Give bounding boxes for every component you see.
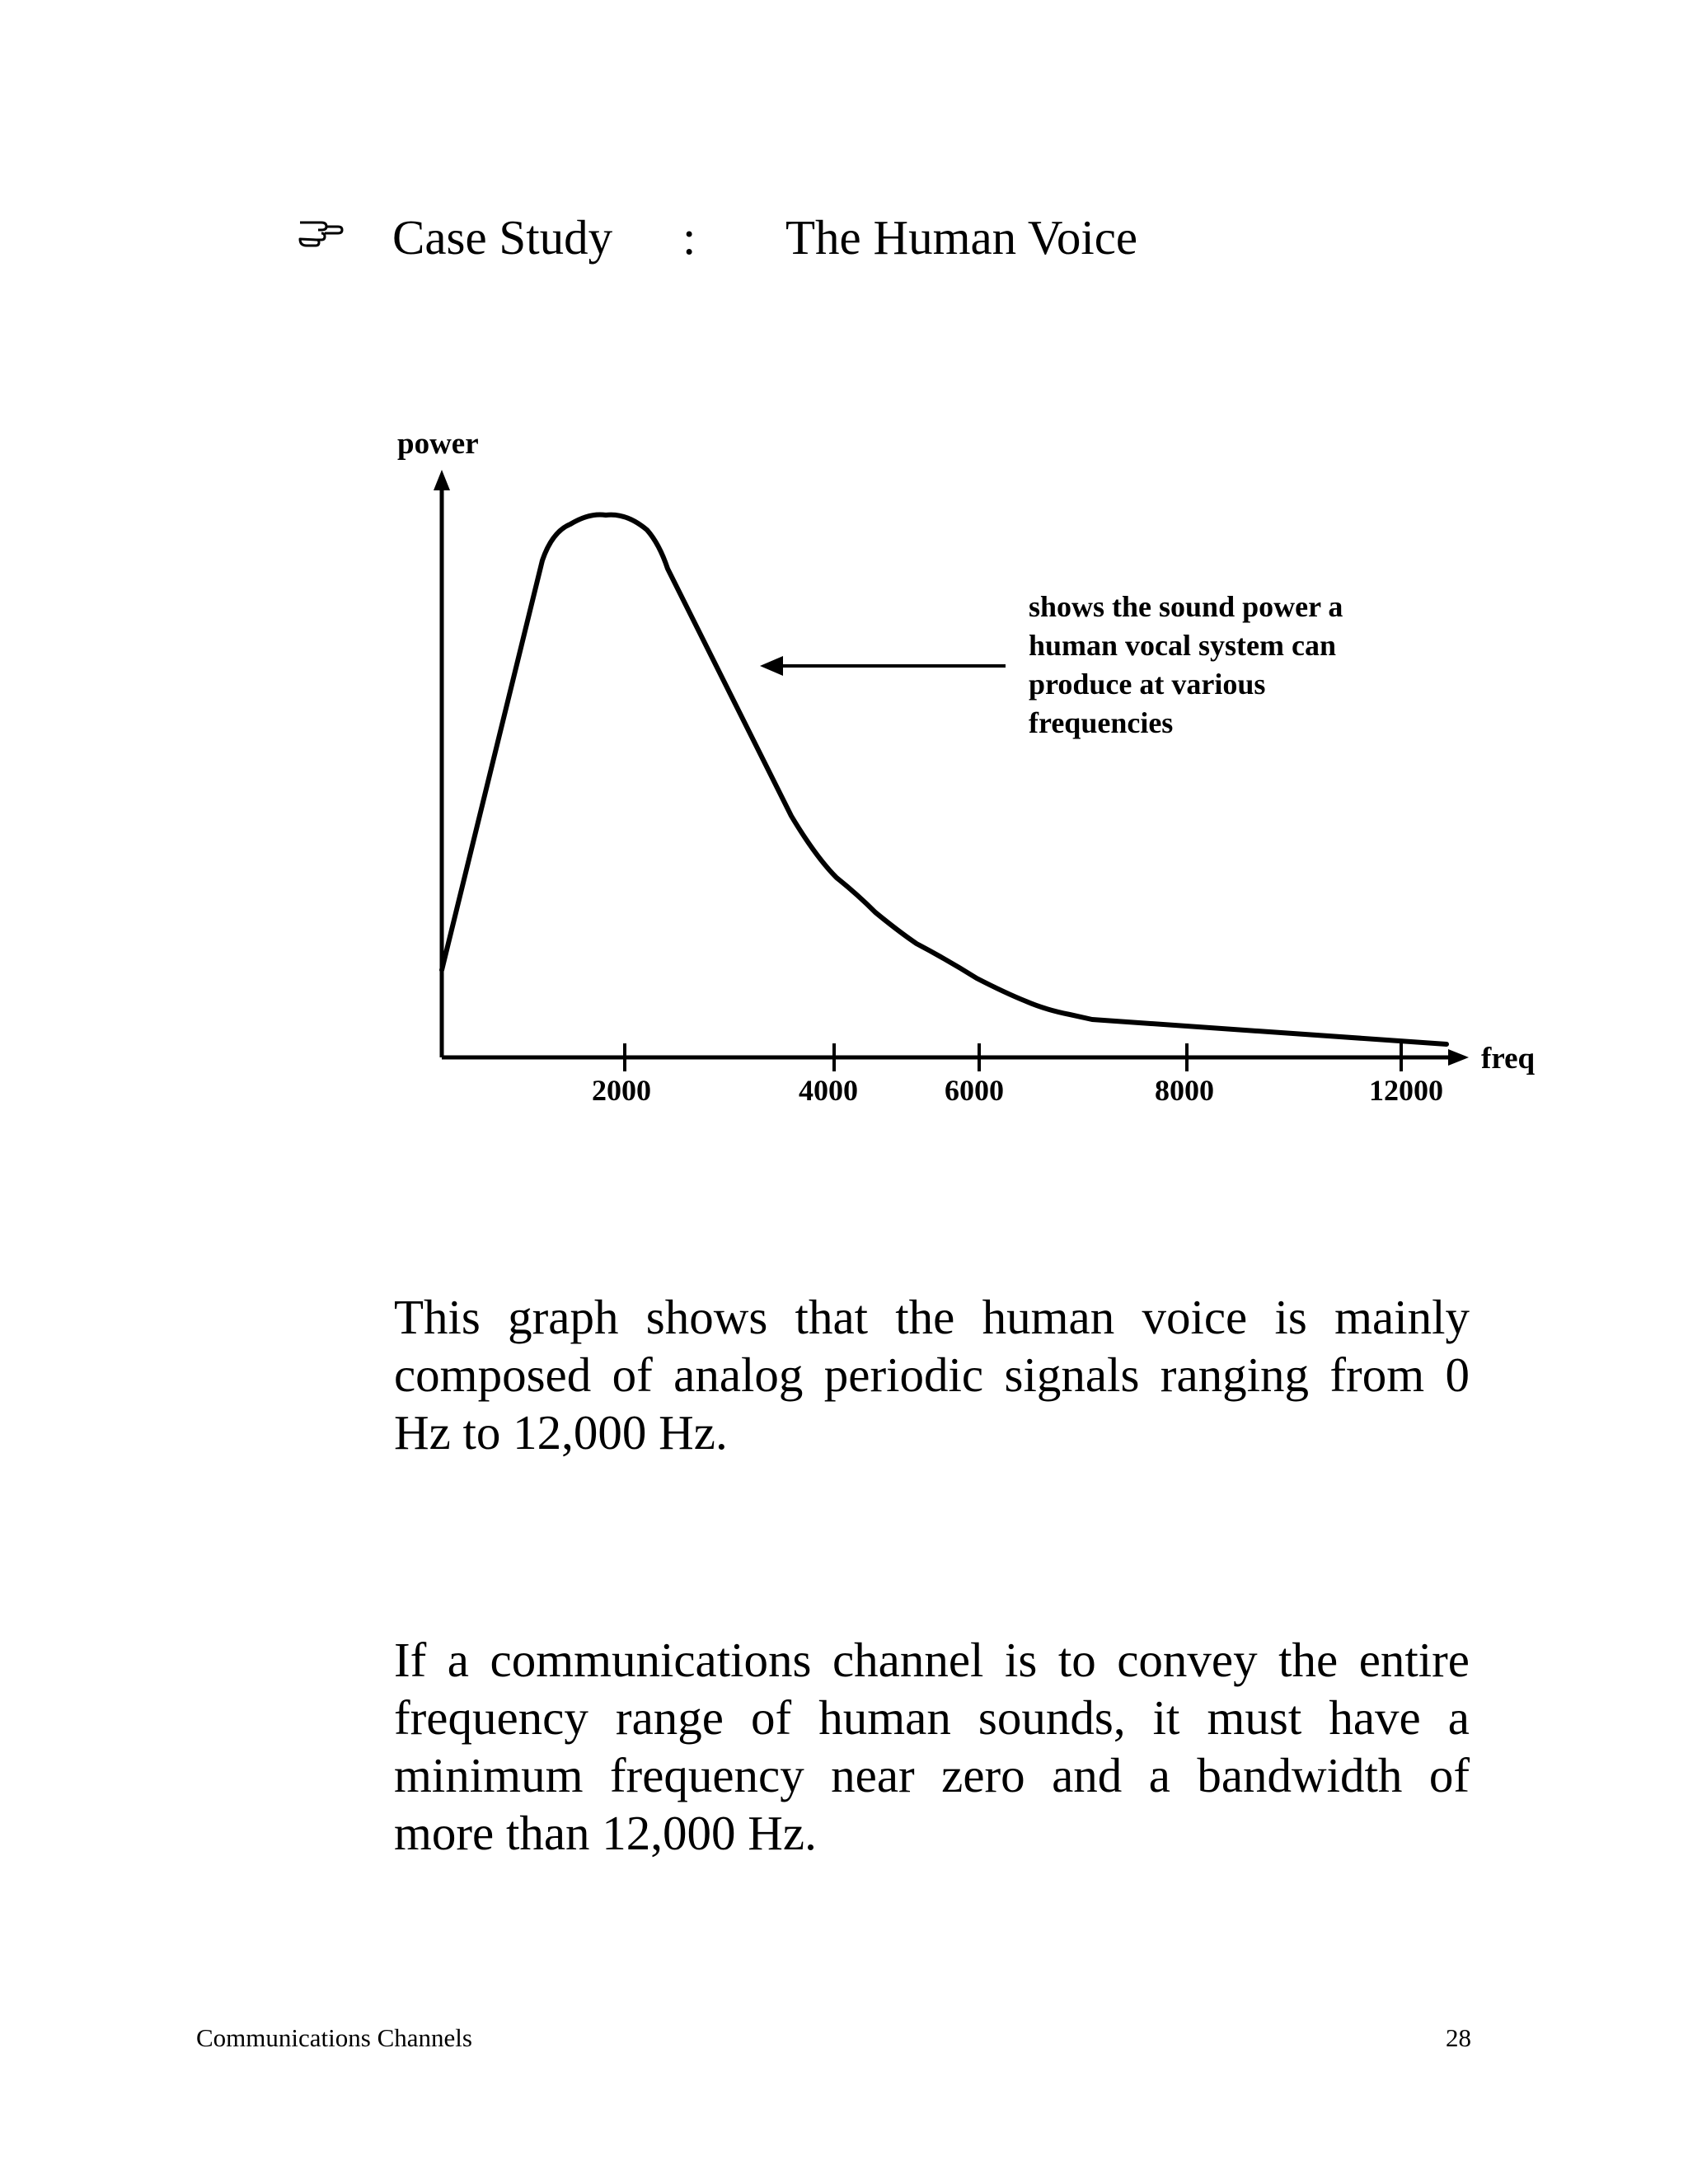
paragraph-voice-range: This graph shows that the human voice is mainly composed of analog periodic signals ranging from 0 Hz to 12,000 Hz. (394, 1290, 1470, 1460)
x-tick-labels (592, 1074, 1443, 1107)
y-axis-arrow (434, 470, 450, 490)
heading-colon: : (682, 210, 696, 265)
annotation-arrowhead (760, 656, 783, 676)
footer-title: Communications Channels (196, 2023, 472, 2052)
annotation-line-2: human vocal system can (1029, 629, 1337, 662)
paragraph-channel-requirements: If a communications channel is to convey the entire frequency range of human sounds, it must have a minimum frequency near zero and a bandwidth of more than 12,000 Hz. (394, 1633, 1470, 1860)
annotation-line-3: produce at various (1029, 668, 1266, 701)
case-study-label: Case Study (392, 210, 613, 265)
x-tick-label-4000: 4000 (799, 1074, 858, 1107)
x-tick-label-2000: 2000 (592, 1074, 651, 1107)
page-number: 28 (1446, 2023, 1471, 2052)
annotation-line-4: frequencies (1029, 706, 1174, 739)
x-axis-arrow (1448, 1049, 1469, 1066)
x-tick-label-12000: 12000 (1369, 1074, 1443, 1107)
annotation-line-1: shows the sound power a (1029, 590, 1343, 623)
x-axis-label: freq (1481, 1042, 1536, 1076)
y-axis-label: power (397, 427, 479, 461)
x-tick-label-6000: 6000 (945, 1074, 1004, 1107)
annotation-text (1029, 590, 1343, 739)
x-tick-label-8000: 8000 (1155, 1074, 1214, 1107)
heading-topic: The Human Voice (785, 210, 1138, 265)
